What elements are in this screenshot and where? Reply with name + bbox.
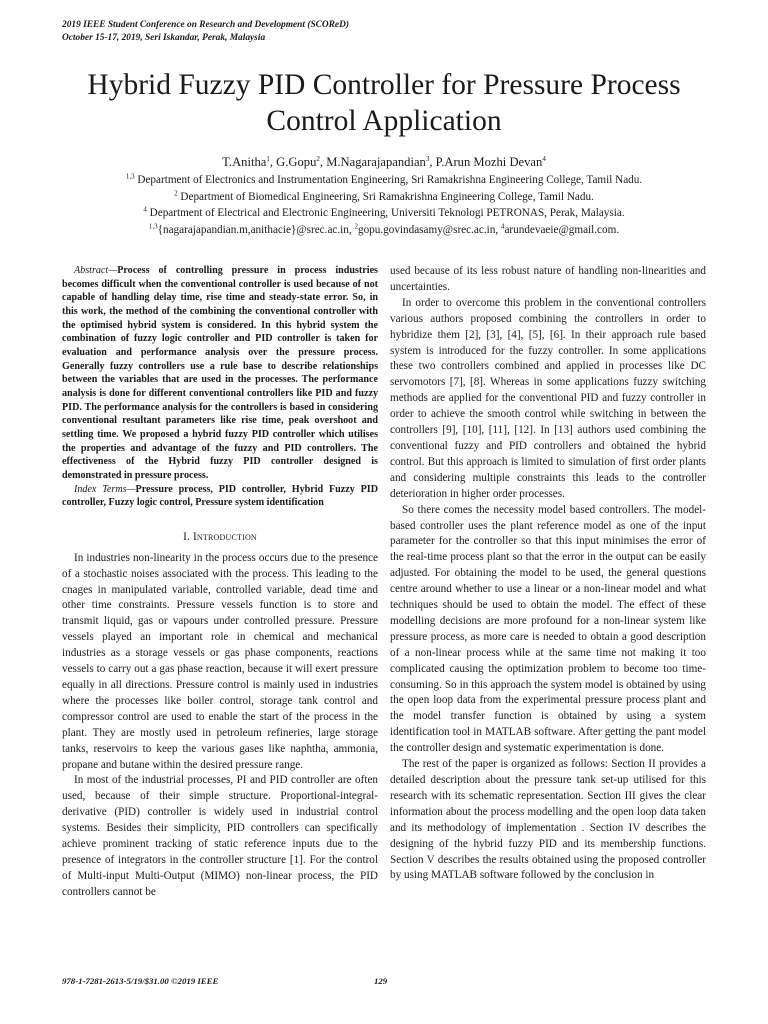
affil-text: Department of Electronics and Instrumentation Engineering, Sri Ramakrishna Engineering College, Tamil Nadu. <box>137 174 643 186</box>
affiliation-line <box>40 189 728 206</box>
affil-mark: 4 <box>143 205 147 214</box>
abstract-label: Abstract— <box>74 265 118 276</box>
email-text: arundevaeie@gmail.com. <box>504 223 620 236</box>
affiliations <box>40 172 728 238</box>
body-paragraph: In industries non-linearity in the process occurs due to the presence of a stochastic noises associated with the process. This leading to the cnages in manipulated variable, controlled variable, dead time and other time constraints. Pressure vessels function is to store and transmit liquid, gas or vapours under controlled pressure. Pressure vessels played an important role in chemical and mechanical industries as a storage vessels or gas phase components, reactions vessels to carry out a gas phase reaction, because it will exert pressure equally in all directions. Pressure control is mainly used in industries where the processes like boiler control, storage tank control and compressor control are used to enable the start of the process in the plant. They are mostly used in petroleum refineries, large storage tanks, reservoirs to keep the various gases like naphtha, ammonia, propane and butane within the desired pressure range. <box>62 551 378 771</box>
abstract <box>62 264 378 483</box>
conference-line-1: 2019 IEEE Student Conference on Research and Development (SCOReD) <box>62 20 349 30</box>
email-mark: 2 <box>354 221 358 230</box>
page-number: 129 <box>374 976 388 986</box>
index-terms-text: Pressure process, PID controller, Hybrid Fuzzy PID controller, Fuzzy logic control, Pressure system identification <box>62 483 378 509</box>
index-terms-label: Index Terms— <box>74 483 136 495</box>
email-mark: 4 <box>500 221 505 230</box>
section-heading-introduction <box>62 530 378 546</box>
email-line <box>40 222 728 239</box>
paper-title: Hybrid Fuzzy PID Controller for Pressure Process Control Application <box>87 69 681 137</box>
affiliation-line <box>40 172 728 189</box>
body-paragraph: In most of the industrial processes, PI and PID controller are often used, because of their simple structure. Proportional-integral-derivative (PID) controller is widely used in industrial control systems. Besides their simplicity, PID controllers can specifically achieve prominent tracking of static reference inputs due to the presence of integrators in the controller structure [1]. For the control of Multi-input Multi-Output (MIMO) non-linear process, the PID controllers cannot be <box>62 774 378 898</box>
author-affil-mark: 2 <box>316 154 320 163</box>
author-affil-mark: 4 <box>542 154 546 163</box>
affil-mark: 2 <box>174 188 178 197</box>
conference-header <box>62 19 349 45</box>
affil-text: Department of Biomedical Engineering, Sri Ramakrishna Engineering College, Tamil Nadu. <box>180 190 594 203</box>
affiliation-line <box>40 205 728 222</box>
author-affil-mark: 1 <box>266 154 270 163</box>
affil-mark: 1,3 <box>125 172 135 181</box>
body-paragraph: The rest of the paper is organized as follows: Section II provides a detailed description about the pressure tank set-up utilised for this research with its schematic representation. Section III gives the clear information about the process modelling and the open loop data taken and its methodology of implementation . Section IV describes the designing of the hybrid fuzzy PID and its membership functions. Section V describes the results obtained using the proposed controller by using MATLAB software followed by the conclusion in <box>390 758 706 882</box>
author-affil-mark: 3 <box>425 154 430 163</box>
section-title: Introduction <box>193 530 257 543</box>
body-paragraph: So there comes the necessity model based controllers. The model-based controller uses the plant reference model as one of the input parameter for the controller so that this input minimises the error of the real-time process plant so that the error in the output can be easily adjusted. For obtaining the model to be used, the general questions centre around whether to use a linear or a non-linear model and what techniques should be used to obtain the model. The effect of these modelling decisions are more profound for a non-linear system like pressure process, as more care is needed to obtain a good description of a non-linear process while at the same time not making it too complicated causing the optimization problem to become too time-consuming. So in this approach the system model is obtained by using the open loop data from the experimental pressure process plant and the model transfer function is obtained by using a system identification tool in MATLAB software. After getting the pant model the controller design and systematic experimentation is done. <box>390 503 706 755</box>
copyright-footer: 978-1-7281-2613-5/19/$31.00 ©2019 IEEE <box>62 976 219 986</box>
left-column <box>62 264 378 901</box>
affil-text: Department of Electrical and Electronic Engineering, Universiti Teknologi PETRONAS, Perak, Malaysia. <box>149 207 625 219</box>
section-numeral: I. <box>183 530 193 543</box>
abstract-text: Process of controlling pressure in process industries becomes difficult when the conventional controller is used because of not capable of handling delay time, rise time and steady-state error. So, in this work, the method of the combining the conventional controller with the optimised hybrid system is considered. In this hybrid system the combination of fuzzy logic controller and PID controller is taken for evaluation and performance analysis over the pressure process. Generally fuzzy controllers use a rule base to describe relationships between the variables that are used in the processes. The performance analysis is done for different conventional controllers like PID and fuzzy PID. The performance analysis for the controllers is based in considering conventional resultant parameters like rise time, peak overshoot and settling time. We proposed a hybrid fuzzy PID controller which utilises the properties and advantage of the fuzzy and PID controllers. The effectiveness of the Hybrid fuzzy PID controller designed is demonstrated in pressure process. <box>62 265 378 481</box>
author-name: P.Arun Mozhi Devan <box>435 155 543 169</box>
author-name: G.Gopu <box>276 155 317 169</box>
conference-line-2: October 15-17, 2019, Seri Iskandar, Perak, Malaysia <box>62 33 266 43</box>
email-mark: 1,3 <box>148 221 158 230</box>
author-list: T.Anitha$^1$, G.Gopu$^2$, M.Nagarajapandian$^3$, P.Arun Mozhi Devan$^4$ <box>222 154 546 169</box>
body-paragraph: In order to overcome this problem in the conventional controllers various authors proposed combining the controllers in order to hybridize them [2], [3], [4], [5], [6]. In their approach rule based system is introduced for the fuzzy controller. In some applications these two controllers combined and applied in processes like DC servomotors [7], [8]. Whereas in some applications fuzzy switching methods are applied for the conventional PID and fuzzy controller in order to achieve the smooth control while switching in between the controllers [9], [10], [11], [12]. In [13] authors used combining the conventional fuzzy and PID controllers and obtained the hybrid control. But this approach is limited to simulation of first order plants and considering multiple constraints this leads to the controller deterioration in higher order processes. <box>390 296 706 500</box>
index-terms <box>62 483 378 510</box>
email-text: gopu.govindasamy@srec.ac.in, <box>357 223 499 236</box>
author-name: T.Anitha <box>222 155 267 169</box>
body-paragraph: used because of its less robust nature of handling non-linearities and uncertainties. <box>390 265 706 293</box>
right-column <box>390 264 706 884</box>
author-name: M.Nagarajapandian <box>326 155 426 169</box>
email-text: {nagarajapandian.m,anithacie}@srec.ac.in, <box>157 223 352 236</box>
